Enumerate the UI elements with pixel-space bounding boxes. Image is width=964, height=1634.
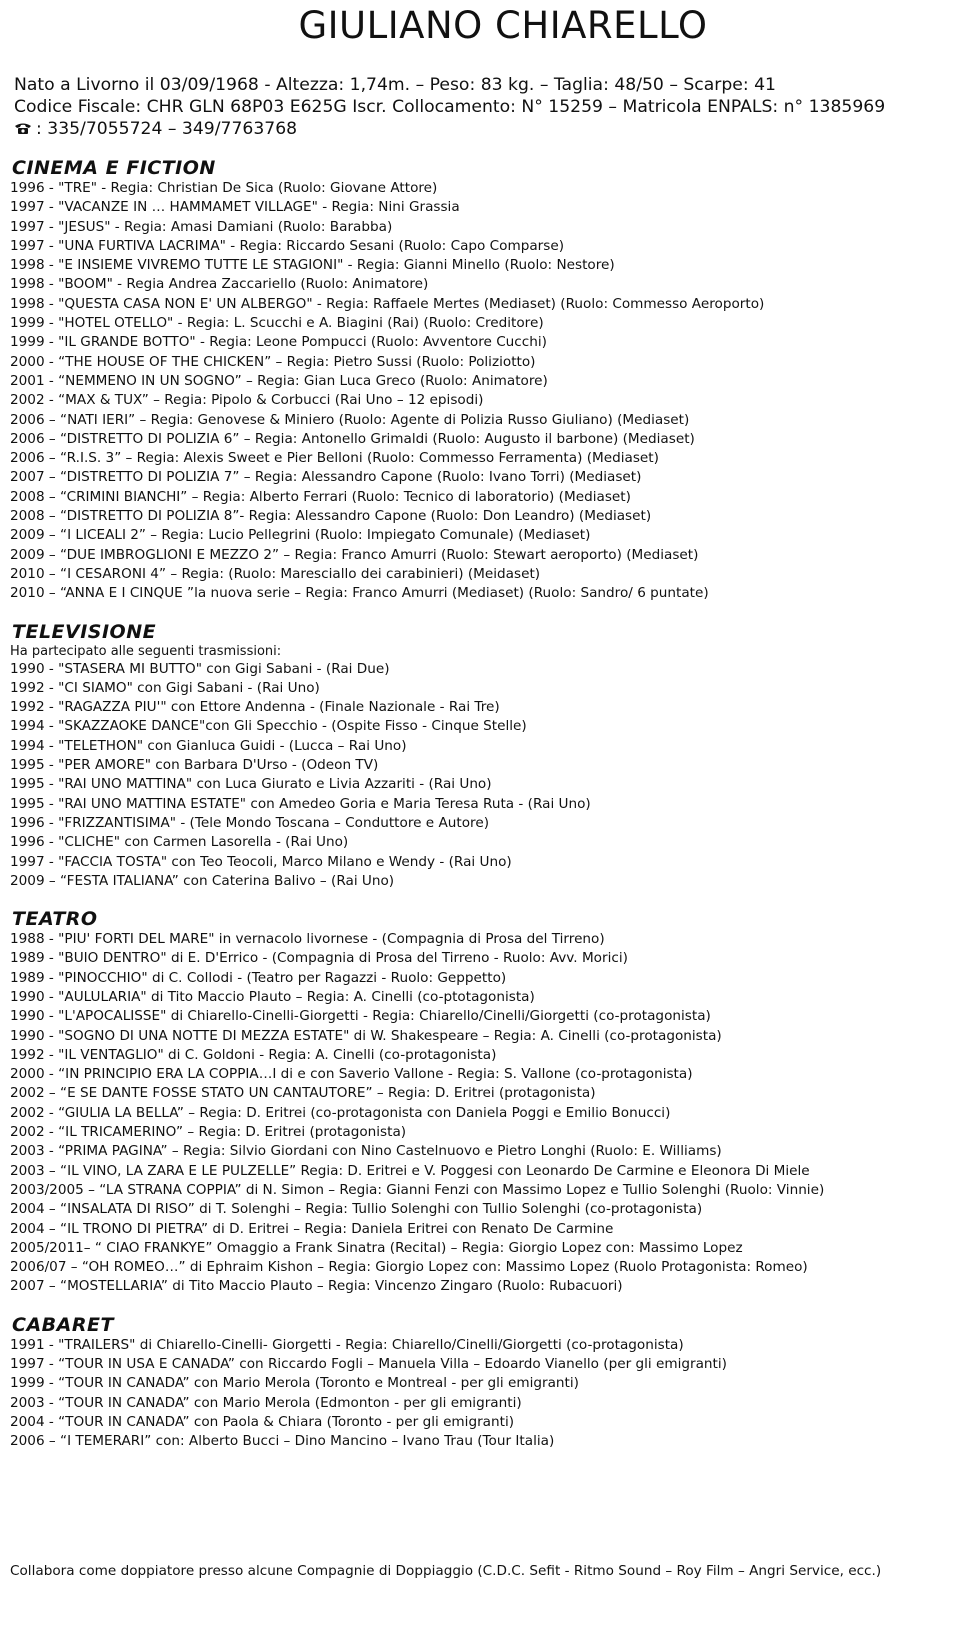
fiscal-info-line: Codice Fiscale: CHR GLN 68P03 E625G Iscr. Collocamento: N° 15259 – Matricola ENPALS: n° 1385969	[14, 97, 886, 117]
list-item: 1997 - “TOUR IN USA E CANADA” con Riccardo Fogli – Manuela Villa – Edoardo Vianello (per gli emigranti)	[10, 1356, 727, 1373]
list-item: 1997 - "JESUS" - Regia: Amasi Damiani (Ruolo: Barabba)	[10, 218, 393, 235]
list-item: 2004 – “INSALATA DI RISO” di T. Solenghi – Regia: Tullio Solenghi con Tullio Solenghi (co-protagonista)	[10, 1201, 703, 1218]
list-item: 1997 - "UNA FURTIVA LACRIMA" - Regia: Riccardo Sesani (Ruolo: Capo Comparse)	[10, 237, 565, 254]
list-item: 1988 - "PIU' FORTI DEL MARE" in vernacolo livornese - (Compagnia di Prosa del Tirreno)	[10, 931, 605, 948]
list-item: 2006/07 – “OH ROMEO…” di Ephraim Kishon – Regia: Giorgio Lopez con: Massimo Lopez (Ruolo Protagonista: Romeo)	[10, 1259, 808, 1276]
list-item: 2002 – “E SE DANTE FOSSE STATO UN CANTAUTORE” – Regia: D. Eritrei (protagonista)	[10, 1085, 596, 1102]
personal-info-line: Nato a Livorno il 03/09/1968 - Altezza: 1,74m. – Peso: 83 kg. – Taglia: 48/50 – Scarpe: 41	[14, 75, 776, 95]
list-item: 2009 – “DUE IMBROGLIONI E MEZZO 2” – Regia: Franco Amurri (Ruolo: Stewart aeroporto) (Mediaset)	[10, 546, 699, 563]
list-item: 2002 - “IL TRICAMERINO” – Regia: D. Eritrei (protagonista)	[10, 1124, 407, 1141]
list-item: 2001 - “NEMMENO IN UN SOGNO” – Regia: Gian Luca Greco (Ruolo: Animatore)	[10, 372, 548, 389]
list-item: 2000 - “THE HOUSE OF THE CHICKEN” – Regia: Pietro Sussi (Ruolo: Poliziotto)	[10, 353, 536, 370]
list-item: 1992 - "IL VENTAGLIO" di C. Goldoni - Regia: A. Cinelli (co-protagonista)	[10, 1046, 497, 1063]
phone-line	[14, 118, 956, 140]
list-item: 1996 - "FRIZZANTISIMA" - (Tele Mondo Toscana – Conduttore e Autore)	[10, 814, 489, 831]
list-item: 2006 – “R.I.S. 3” – Regia: Alexis Sweet e Pier Belloni (Ruolo: Commesso Ferramenta) (Mediaset)	[10, 450, 659, 467]
footer-note: Collabora come doppiatore presso alcune Compagnie di Doppiaggio (C.D.C. Sefit - Ritmo Sound – Roy Film – Angri Service, ecc.)	[10, 1563, 882, 1579]
list-item: 2006 – “NATI IERI” – Regia: Genovese & Miniero (Ruolo: Agente di Polizia Russo Giuliano) (Mediaset)	[10, 411, 690, 428]
list-item: 1999 - "IL GRANDE BOTTO" - Regia: Leone Pompucci (Ruolo: Avventore Cucchi)	[10, 334, 547, 351]
list-item: 2004 – “IL TRONO DI PIETRA” di D. Eritrei – Regia: Daniela Eritrei con Renato De Carmine	[10, 1220, 614, 1237]
section-title-television: TELEVISIONE	[12, 620, 157, 643]
cinema-list	[10, 179, 956, 604]
television-intro: Ha partecipato alle seguenti trasmissioni:	[10, 643, 282, 659]
list-item: 1994 - "SKAZZAOKE DANCE"con Gli Specchio - (Ospite Fisso - Cinque Stelle)	[10, 718, 527, 735]
list-item: 1989 - "PINOCCHIO" di C. Collodi - (Teatro per Ragazzi - Ruolo: Geppetto)	[10, 969, 507, 986]
list-item: 2003 - “TOUR IN CANADA” con Mario Merola (Edmonton - per gli emigranti)	[10, 1394, 522, 1411]
list-item: 1998 - "QUESTA CASA NON E' UN ALBERGO" - Regia: Raffaele Mertes (Mediaset) (Ruolo: Commesso Aeroporto)	[10, 295, 765, 312]
list-item: 2010 – “ANNA E I CINQUE ”la nuova serie – Regia: Franco Amurri (Mediaset) (Ruolo: Sandro/ 6 puntate)	[10, 585, 709, 602]
theatre-list	[10, 930, 956, 1297]
list-item: 1996 - "CLICHE" con Carmen Lasorella - (Rai Uno)	[10, 834, 349, 851]
list-item: 1992 - "CI SIAMO" con Gigi Sabani - (Rai Uno)	[10, 679, 320, 696]
list-item: 1997 - "FACCIA TOSTA" con Teo Teocoli, Marco Milano e Wendy - (Rai Uno)	[10, 853, 512, 870]
list-item: 2002 - “MAX & TUX” – Regia: Pipolo & Corbucci (Rai Uno – 12 episodi)	[10, 392, 484, 409]
list-item: 1991 - "TRAILERS" di Chiarello-Cinelli- Giorgetti - Regia: Chiarello/Cinelli/Giorgetti (co-protagonista)	[10, 1336, 684, 1353]
list-item: 1999 - "HOTEL OTELLO" - Regia: L. Scucchi e A. Biagini (Rai) (Ruolo: Creditore)	[10, 315, 544, 332]
television-list	[10, 660, 956, 892]
phone-numbers: : 335/7055724 – 349/7763768	[36, 119, 298, 139]
list-item: 1990 - "AULULARIA" di Tito Maccio Plauto – Regia: A. Cinelli (co-ptotagonista)	[10, 988, 535, 1005]
list-item: 2008 – “DISTRETTO DI POLIZIA 8”- Regia: Alessandro Capone (Ruolo: Don Leandro) (Mediaset)	[10, 508, 652, 525]
list-item: 2009 – “I LICEALI 2” – Regia: Lucio Pellegrini (Ruolo: Impiegato Comunale) (Mediaset)	[10, 527, 591, 544]
list-item: 1998 - "E INSIEME VIVREMO TUTTE LE STAGIONI" - Regia: Gianni Minello (Ruolo: Nestore)	[10, 257, 615, 274]
list-item: 1995 - "PER AMORE" con Barbara D'Urso - (Odeon TV)	[10, 757, 379, 774]
list-item: 2004 - “TOUR IN CANADA” con Paola & Chiara (Toronto - per gli emigranti)	[10, 1413, 515, 1430]
list-item: 1994 - "TELETHON" con Gianluca Guidi - (Lucca – Rai Uno)	[10, 737, 407, 754]
list-item: 2008 – “CRIMINI BIANCHI” – Regia: Alberto Ferrari (Ruolo: Tecnico di laboratorio) (Mediaset)	[10, 488, 631, 505]
list-item: 1989 - "BUIO DENTRO" di E. D'Errico - (Compagnia di Prosa del Tirreno - Ruolo: Avv. Morici)	[10, 950, 628, 967]
list-item: 2010 – “I CESARONI 4” – Regia: (Ruolo: Maresciallo dei carabinieri) (Meidaset)	[10, 565, 541, 582]
list-item: 1990 - "SOGNO DI UNA NOTTE DI MEZZA ESTATE" di W. Shakespeare – Regia: A. Cinelli (co-protagonista)	[10, 1027, 722, 1044]
list-item: 1997 - "VACANZE IN … HAMMAMET VILLAGE" - Regia: Nini Grassia	[10, 199, 460, 216]
section-title-cabaret: CABARET	[12, 1313, 114, 1336]
list-item: 2007 – “DISTRETTO DI POLIZIA 7” – Regia: Alessandro Capone (Ruolo: Ivano Torri) (Mediaset)	[10, 469, 642, 486]
cabaret-list	[10, 1336, 956, 1452]
section-title-theatre: TEATRO	[12, 908, 98, 931]
list-item: 1998 - "BOOM" - Regia Andrea Zaccariello (Ruolo: Animatore)	[10, 276, 429, 293]
list-item: 1990 - "STASERA MI BUTTO" con Gigi Sabani - (Rai Due)	[10, 660, 390, 677]
list-item: 2005/2011– “ CIAO FRANKYE” Omaggio a Frank Sinatra (Recital) – Regia: Giorgio Lopez con: Massimo Lopez	[10, 1239, 743, 1256]
list-item: 1995 - "RAI UNO MATTINA" con Luca Giurato e Livia Azzariti - (Rai Uno)	[10, 776, 492, 793]
list-item: 1990 - "L'APOCALISSE" di Chiarello-Cinelli-Giorgetti - Regia: Chiarello/Cinelli/Giorgetti (co-protagonista)	[10, 1008, 711, 1025]
list-item: 1999 - “TOUR IN CANADA” con Mario Merola (Toronto e Montreal - per gli emigranti)	[10, 1375, 579, 1392]
list-item: 2009 – “FESTA ITALIANA” con Caterina Balivo – (Rai Uno)	[10, 872, 395, 889]
list-item: 1992 - "RAGAZZA PIU'" con Ettore Andenna - (Finale Nazionale - Rai Tre)	[10, 699, 500, 716]
list-item: 2007 – “MOSTELLARIA” di Tito Maccio Plauto – Regia: Vincenzo Zingaro (Ruolo: Rubacuori)	[10, 1278, 623, 1295]
list-item: 2000 - “IN PRINCIPIO ERA LA COPPIA…I di e con Saverio Vallone - Regia: S. Vallone (co-protagonista)	[10, 1066, 693, 1083]
list-item: 2003 – “IL VINO, LA ZARA E LE PULZELLE” Regia: D. Eritrei e V. Poggesi con Leonardo De Carmine e Eleonora Di Miele	[10, 1162, 810, 1179]
telephone-icon	[14, 121, 32, 135]
list-item: 2003/2005 – “LA STRANA COPPIA” di N. Simon – Regia: Gianni Fenzi con Massimo Lopez e Tullio Solenghi (Ruolo: Vinnie)	[10, 1181, 825, 1198]
list-item: 1996 - "TRE" - Regia: Christian De Sica (Ruolo: Giovane Attore)	[10, 180, 438, 196]
list-item: 1995 - "RAI UNO MATTINA ESTATE" con Amedeo Goria e Maria Teresa Ruta - (Rai Uno)	[10, 795, 591, 812]
list-item: 2002 - “GIULIA LA BELLA” – Regia: D. Eritrei (co-protagonista con Daniela Poggi e Emilio Bonucci)	[10, 1104, 671, 1121]
list-item: 2003 - “PRIMA PAGINA” – Regia: Silvio Giordani con Nino Castelnuovo e Pietro Longhi (Ruolo: E. Williams)	[10, 1143, 722, 1160]
section-title-cinema: CINEMA E FICTION	[12, 157, 216, 179]
list-item: 2006 – “DISTRETTO DI POLIZIA 6” – Regia: Antonello Grimaldi (Ruolo: Augusto il barbone) (Mediaset)	[10, 430, 695, 447]
list-item: 2006 – “I TEMERARI” con: Alberto Bucci – Dino Mancino – Ivano Trau (Tour Italia)	[10, 1433, 555, 1450]
page-title: GIULIANO CHIARELLO	[298, 4, 708, 47]
